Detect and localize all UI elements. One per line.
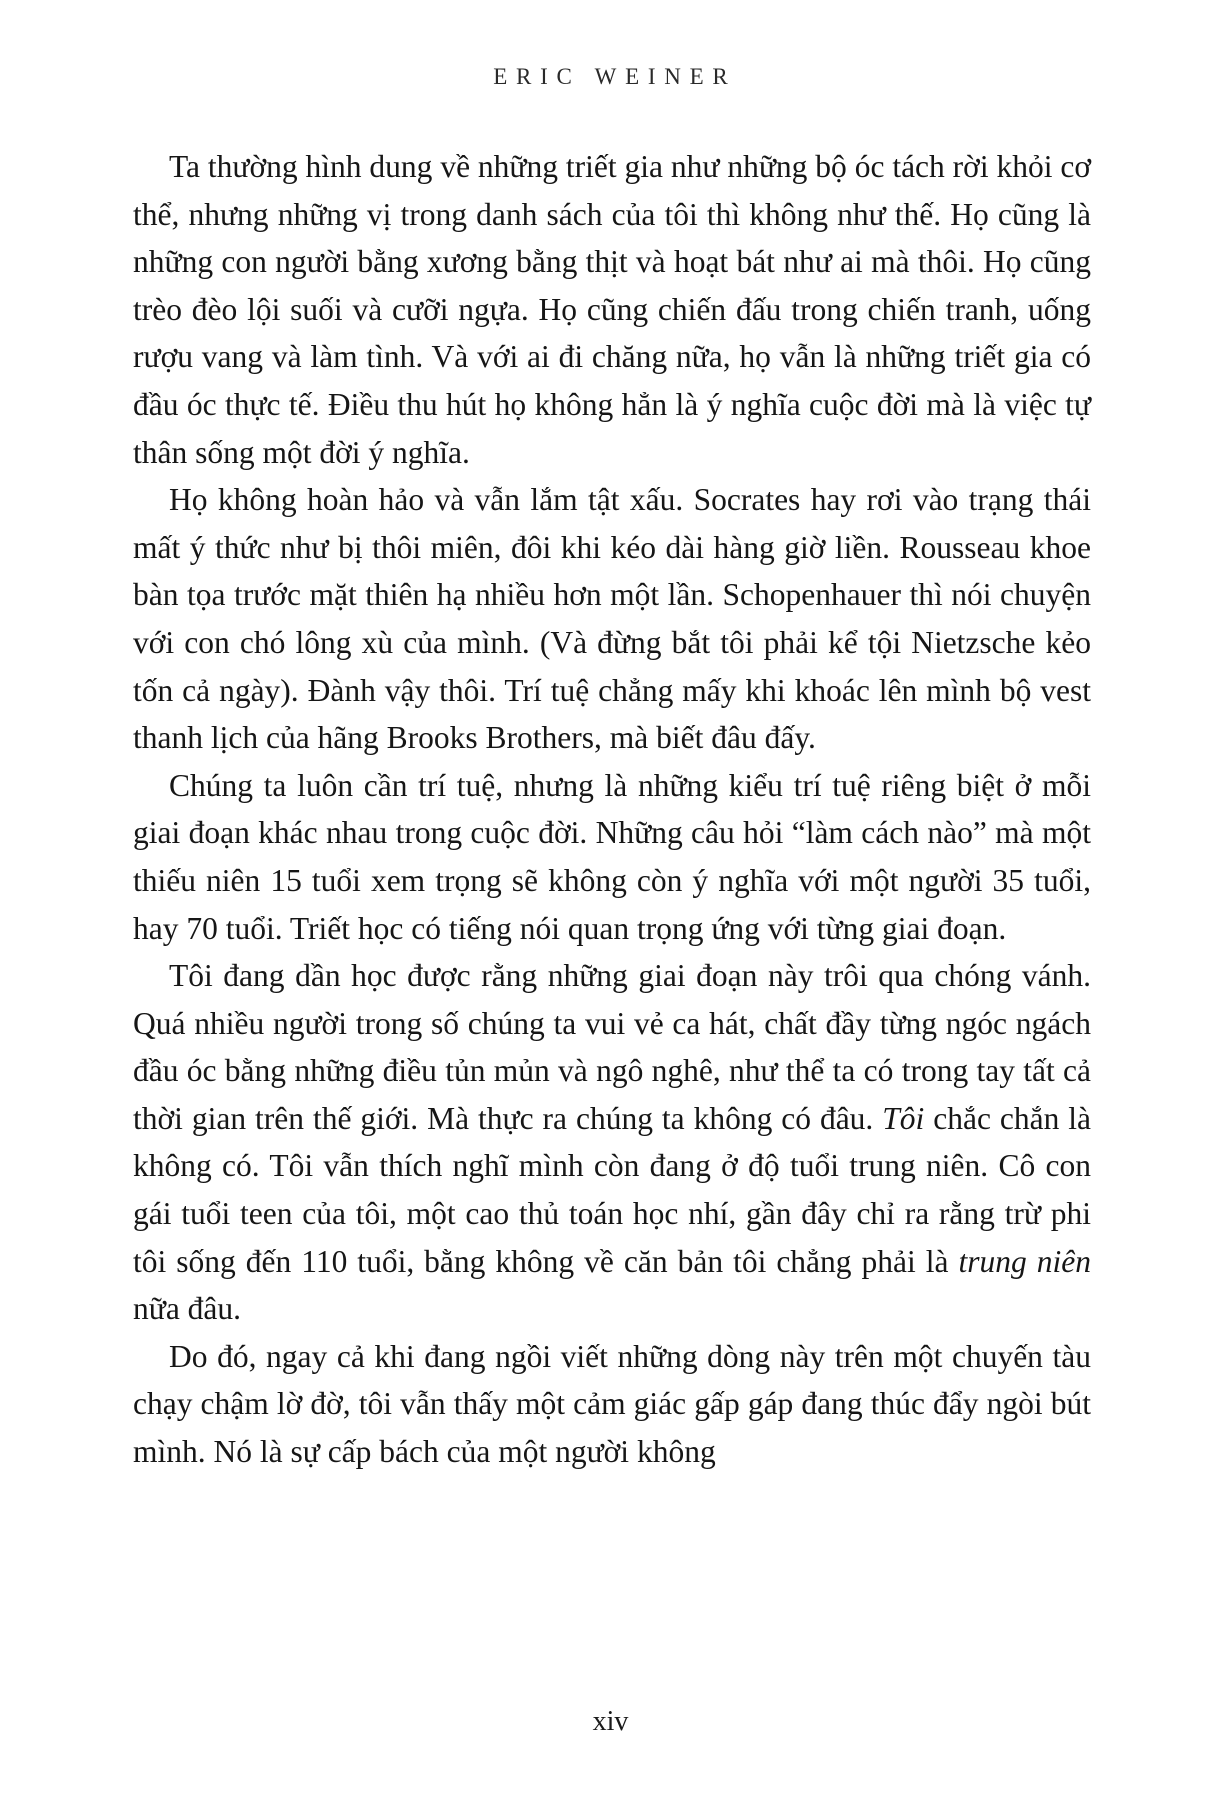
italic-text-run: Tôi <box>882 1100 925 1136</box>
running-header-author: ERIC WEINER <box>493 64 737 89</box>
text-run: nữa đâu. <box>133 1291 242 1327</box>
paragraph <box>133 143 1091 476</box>
paragraph <box>133 476 1091 762</box>
text-run: Họ không hoàn hảo và vẫn lắm tật xấu. Socrates hay rơi vào trạng thái mất ý thức như bị thôi miên, đôi khi kéo dài hàng giờ liền. Rousseau khoe bàn tọa trước mặt thiên hạ nhiều hơn một lần. Schopenhauer thì nói chuyện với con chó lông xù của mình. (Và đừng bắt tôi phải kể tội Nietzsche kẻo tốn cả ngày). Đành vậy thôi. Trí tuệ chẳng mấy khi khoác lên mình bộ vest thanh lịch của hãng Brooks Brothers, mà biết đâu đấy. <box>133 482 1091 756</box>
text-run: Do đó, ngay cả khi đang ngồi viết những dòng này trên một chuyến tàu chạy chậm lờ đờ, tôi vẫn thấy một cảm giác gấp gáp đang thúc đẩy ngòi bút mình. Nó là sự cấp bách của một người không <box>133 1338 1091 1470</box>
body-text <box>133 143 1091 1476</box>
text-run: Ta thường hình dung về những triết gia như những bộ óc tách rời khỏi cơ thể, nhưng những vị trong danh sách của tôi thì không như thế. Họ cũng là những con người bằng xương bằng thịt và hoạt bát như ai mà thôi. Họ cũng trèo đèo lội suối và cưỡi ngựa. Họ cũng chiến đấu trong chiến tranh, uống rượu vang và làm tình. Và với ai đi chăng nữa, họ vẫn là những triết gia có đầu óc thực tế. Điều thu hút họ không hẳn là ý nghĩa cuộc đời mà là việc tự thân sống một đời ý nghĩa. <box>133 149 1091 470</box>
italic-text-run: trung niên <box>958 1243 1091 1279</box>
text-run: chắc chắn là không có. Tôi vẫn thích nghĩ mình còn đang ở độ tuổi trung niên. Cô con gái tuổi teen của tôi, một cao thủ toán học nhí, gần đây chỉ ra rằng trừ phi tôi sống đến 110 tuổi, bằng không về căn bản tôi chẳng phải là <box>133 1100 1092 1279</box>
paragraph <box>133 1333 1091 1476</box>
paragraph <box>133 762 1091 952</box>
text-run: Chúng ta luôn cần trí tuệ, nhưng là những kiểu trí tuệ riêng biệt ở mỗi giai đoạn khác nhau trong cuộc đời. Những câu hỏi “làm cách nào” mà một thiếu niên 15 tuổi xem trọng sẽ không còn ý nghĩa với một người 35 tuổi, hay 70 tuổi. Triết học có tiếng nói quan trọng ứng với từng giai đoạn. <box>133 767 1091 946</box>
page-number: xiv <box>592 1706 629 1737</box>
paragraph <box>133 952 1091 1333</box>
text-run: Tôi đang dần học được rằng những giai đoạn này trôi qua chóng vánh. Quá nhiều người trong số chúng ta vui vẻ ca hát, chất đầy từng ngóc ngách đầu óc bằng những điều tủn mủn và ngô nghê, như thể ta có trong tay tất cả thời gian trên thế giới. Mà thực ra chúng ta không có đâu. <box>133 958 1091 1136</box>
